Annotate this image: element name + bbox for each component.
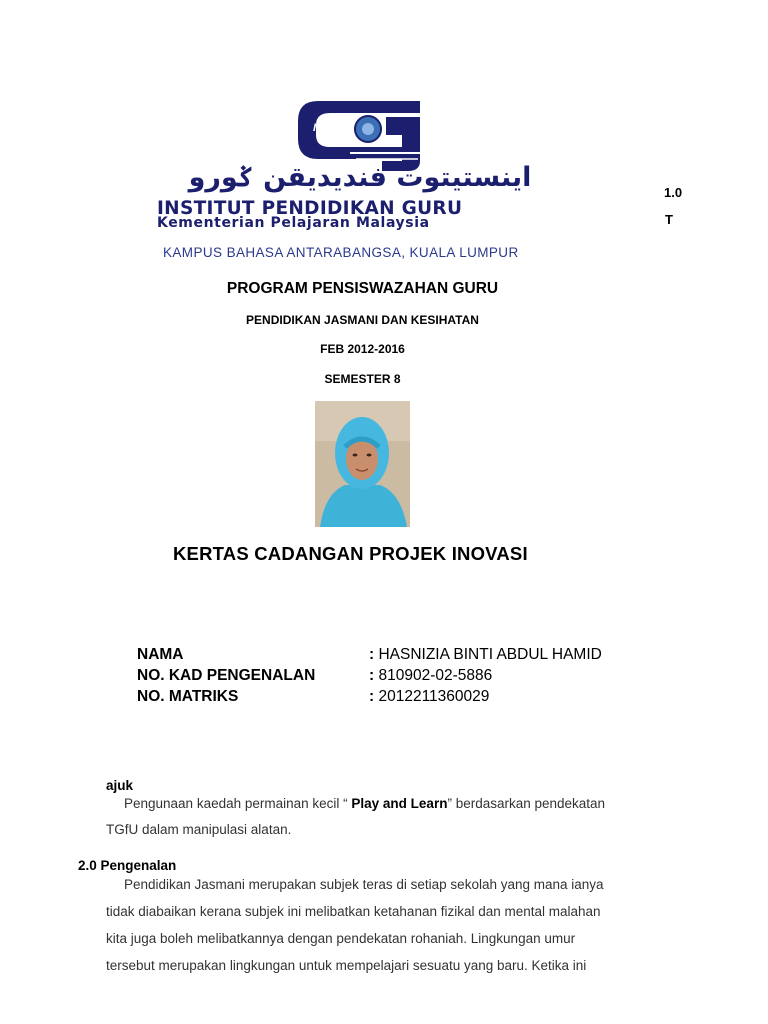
section1-text: ” berdasarkan pendekatan bbox=[447, 796, 606, 811]
section1-line2: TGfU dalam manipulasi alatan. bbox=[106, 822, 292, 837]
side-fragment-number: 1.0 bbox=[664, 185, 683, 200]
section1-text: Pengunaan kaedah permainan kecil “ bbox=[124, 796, 352, 811]
section2-line: Pendidikan Jasmani merupakan subjek teras di setiap sekolah yang mana ianya bbox=[124, 877, 604, 892]
institute-name: INSTITUT PENDIDIKAN GURU bbox=[157, 198, 463, 219]
detail-value: 810902-02-5886 bbox=[378, 667, 493, 684]
course-name: PENDIDIKAN JASMANI DAN KESIHATAN bbox=[246, 313, 479, 327]
detail-row-name: NAMA : HASNIZIA BINTI ABDUL HAMID bbox=[137, 646, 602, 663]
detail-row-ic: NO. KAD PENGENALAN : 810902-02-5886 bbox=[137, 667, 493, 684]
section1-heading: ajuk bbox=[106, 778, 134, 793]
side-fragment-letter: T bbox=[665, 212, 673, 227]
detail-value: HASNIZIA BINTI ABDUL HAMID bbox=[378, 646, 602, 663]
ministry-name: Kementerian Pelajaran Malaysia bbox=[157, 215, 430, 231]
arabic-institute-name: اينستيتوت فنديديقن ݢورو bbox=[188, 162, 532, 193]
section2-line: tidak diabaikan kerana subjek ini melibatkan ketahanan fizikal dan mental malahan bbox=[106, 904, 601, 919]
student-photo bbox=[315, 401, 410, 527]
section2-line: tersebut merupakan lingkungan untuk mempelajari sesuatu yang baru. Ketika ini bbox=[106, 958, 587, 973]
document-title: KERTAS CADANGAN PROJEK INOVASI bbox=[173, 543, 528, 564]
detail-row-matric: NO. MATRIKS : 2012211360029 bbox=[137, 688, 490, 705]
section1-line1 bbox=[124, 796, 605, 811]
section2-line: kita juga boleh melibatkannya dengan pendekatan rohaniah. Lingkungan umur bbox=[106, 931, 576, 946]
section1-bold-text: Play and Learn bbox=[351, 796, 448, 811]
semester: SEMESTER 8 bbox=[324, 372, 401, 386]
program-title: PROGRAM PENSISWAZAHAN GURU bbox=[226, 280, 499, 297]
campus-name: KAMPUS BAHASA ANTARABANGSA, KUALA LUMPUR bbox=[163, 245, 519, 260]
section2-heading: 2.0 Pengenalan bbox=[78, 858, 177, 873]
ipg-badge-text: IPG bbox=[313, 122, 332, 134]
detail-value: 2012211360029 bbox=[378, 688, 490, 705]
detail-label: NO. MATRIKS bbox=[137, 688, 239, 705]
detail-label: NO. KAD PENGENALAN bbox=[137, 667, 316, 684]
period: FEB 2012-2016 bbox=[320, 342, 405, 356]
detail-label: NAMA bbox=[137, 646, 184, 663]
